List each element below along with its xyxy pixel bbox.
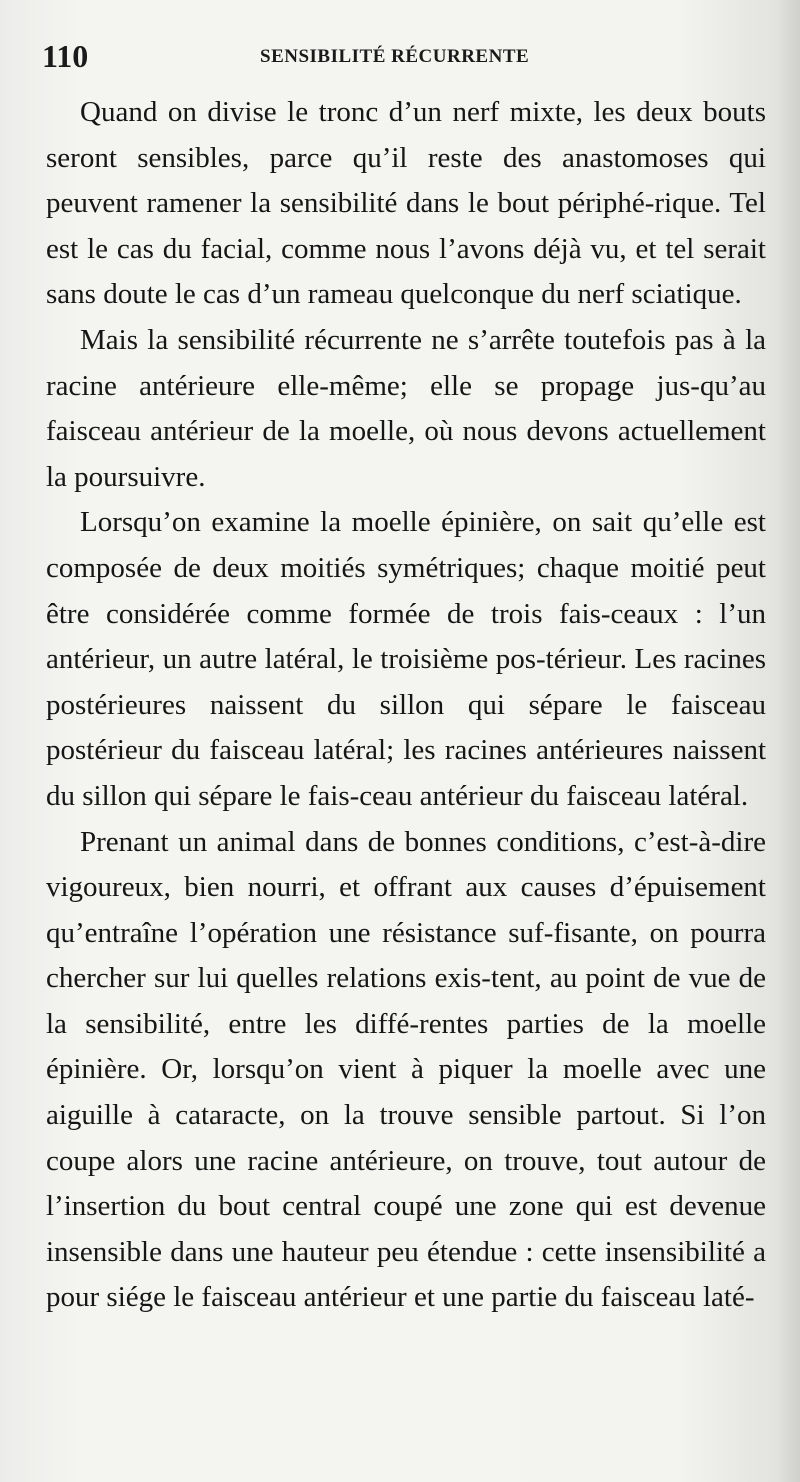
paragraph-2: Mais la sensibilité récurrente ne s’arrête toutefois pas à la racine antérieure elle-même; elle se propage jus-qu’au faisceau antérieur de la moelle, où nous devons actuellement la poursuivre. xyxy=(46,323,766,493)
paragraph-4: Prenant un animal dans de bonnes conditions, c’est-à-dire vigoureux, bien nourri, et offrant aux causes d’épuisement qu’entraîne l’opération une résistance suf-fisante, on pourra chercher sur lui quelles relations exis-tent, au point de vue de la sensibilité, entre les diffé-rentes parties de la moelle épinière. Or, lorsqu’on vient à piquer la moelle avec une aiguille à cataracte, on la trouve sensible partout. Si l’on coupe alors une racine antérieure, on trouve, tout autour de l’insertion du bout central coupé une zone qui est devenue insensible dans une hauteur peu étendue : cette insensibilité a pour siége le faisceau antérieur et une partie du faisceau laté- xyxy=(46,825,766,1314)
running-title: SENSIBILITÉ RÉCURRENTE xyxy=(260,46,530,67)
page-header xyxy=(42,38,782,78)
paragraph-3: Lorsqu’on examine la moelle épinière, on sait qu’elle est composée de deux moitiés symétriques; chaque moitié peut être considérée comme formée de trois fais-ceaux : l’un antérieur, un autre latéral, le troisième pos-térieur. Les racines postérieures naissent du sillon qui sépare le faisceau postérieur du faisceau latéral; les racines antérieures naissent du sillon qui sépare le fais-ceau antérieur du faisceau latéral. xyxy=(46,506,766,812)
page-number: 110 xyxy=(42,38,89,74)
body-text xyxy=(46,90,766,1321)
paragraph-1: Quand on divise le tronc d’un nerf mixte, les deux bouts seront sensibles, parce qu’il reste des anastomoses qui peuvent ramener la sensibilité dans le bout périphé-rique. Tel est le cas du facial, comme nous l’avons déjà vu, et tel serait sans doute le cas d’un rameau quelconque du nerf sciatique. xyxy=(46,96,766,311)
